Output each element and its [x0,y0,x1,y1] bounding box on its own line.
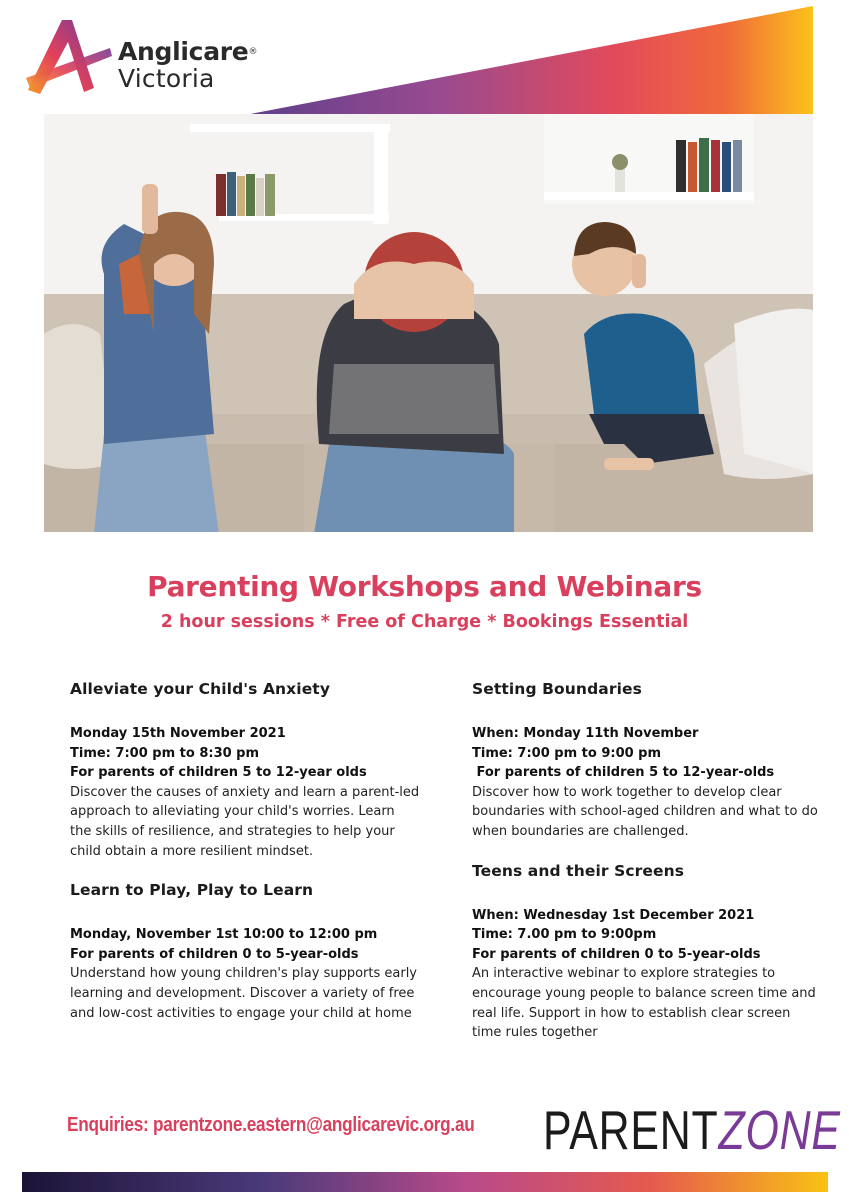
workshop-description: An interactive webinar to explore strategies to encourage young people to balance screen time and real life. Support in how to establish clear screen time rules together [472,966,816,1041]
brand-name-line2: Victoria [118,64,215,93]
workshop-card [70,879,420,1023]
workshop-date: When: Wednesday 1st December 2021 [472,907,755,923]
workshop-time: Time: 7:00 pm to 8:30 pm [70,745,260,761]
workshops-right-column [472,678,822,1061]
anglicare-a-logo-icon [22,12,114,98]
workshop-title: Learn to Play, Play to Learn [70,881,314,900]
workshop-title: Setting Boundaries [472,680,642,698]
workshops-left-column [70,678,420,1041]
parentzone-logo-part2: ZONE [718,1099,841,1161]
enquiries-email-link[interactable]: Enquiries: parentzone.eastern@anglicarevic.org.au [67,1114,475,1136]
workshop-card [70,678,420,861]
workshop-audience: For parents of children 0 to 5-year-olds [70,946,359,962]
workshop-date: When: Monday 11th November [472,726,699,741]
workshop-description: Discover how to work together to develop clear boundaries with school-aged children and what to do when boundaries are challenged. [472,784,818,839]
workshop-time: Time: 7.00 pm to 9:00pm [472,927,657,943]
workshop-date: Monday 15th November 2021 [70,726,286,741]
workshop-card [472,860,822,1043]
brand-name-line1: Anglicare® [118,37,258,66]
workshop-description: Understand how young children's play supports early learning and development. Discover a variety of free and low-cost activities to engage your child at home [70,966,418,1021]
parentzone-logo [543,1100,841,1160]
anglicare-logo[interactable] [22,12,282,102]
family-photo [44,114,813,532]
workshop-description: Discover the causes of anxiety and learn a parent-led approach to alleviating your child's worries. Learn the skills of resilience, and strategies to help your child obtain a more resilient mindset. [70,784,420,859]
workshop-title: Teens and their Screens [472,861,685,880]
workshop-date: Monday, November 1st 10:00 to 12:00 pm [70,927,378,943]
footer-gradient-bar [22,1172,828,1192]
workshop-card [472,678,822,842]
workshop-title: Alleviate your Child's Anxiety [70,680,331,698]
workshop-audience: For parents of children 5 to 12-year-olds [472,765,775,781]
workshop-audience: For parents of children 0 to 5-year-olds [472,946,761,962]
workshop-audience: For parents of children 5 to 12-year olds [70,765,367,781]
workshop-time: Time: 7:00 pm to 9:00 pm [472,745,662,761]
parentzone-logo-part1: PARENT [543,1099,719,1161]
page-title: Parenting Workshops and Webinars [147,570,702,603]
page-subtitle: 2 hour sessions * Free of Charge * Bookings Essential [160,612,689,632]
